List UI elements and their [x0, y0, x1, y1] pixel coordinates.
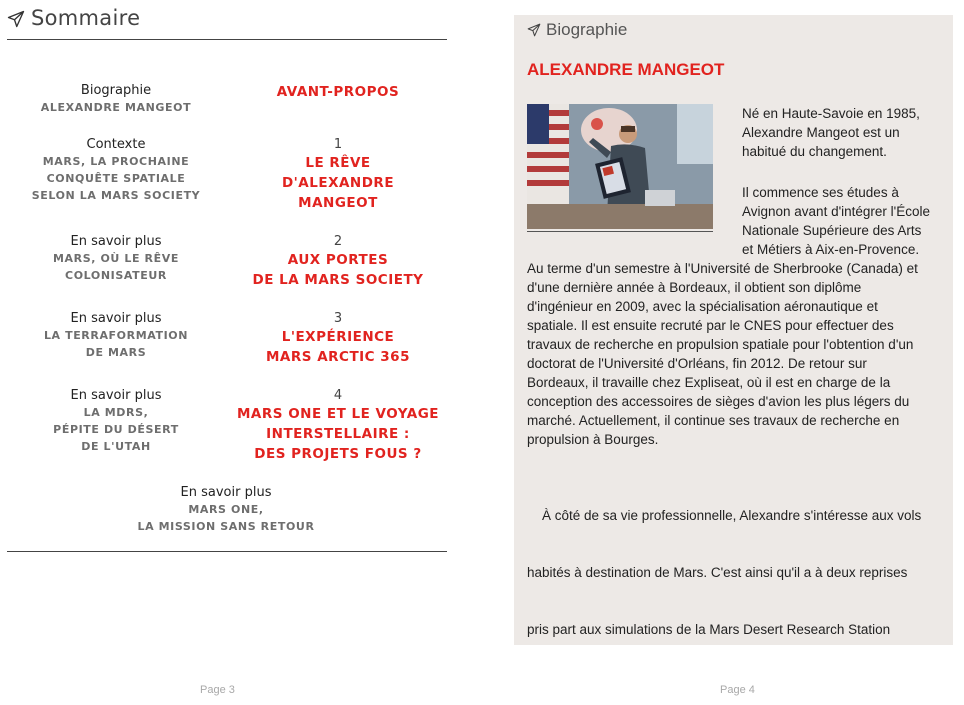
toc-chapter-title: INTERSTELLAIRE : [266, 426, 410, 442]
toc-subtitle: MARS, LA PROCHAINE [42, 155, 190, 168]
toc-subtitle: DE L'UTAH [81, 440, 151, 453]
toc-item-en-savoir-plus-2[interactable] [6, 311, 226, 361]
toc-chapter-title: L'EXPÉRIENCE [281, 329, 395, 345]
bio-line: spatiale. Il est ensuite recruté par le CNES pour effectuer des [527, 318, 894, 333]
toc-label: En savoir plus [70, 234, 162, 249]
bio-line: Au terme d'un semestre à l'Université de Sherbrooke (Canada) et [527, 261, 918, 276]
chapter-number: 3 [333, 311, 343, 326]
toc-subtitle: DE MARS [85, 346, 147, 359]
sommaire-page [0, 0, 460, 705]
paper-plane-icon [7, 10, 25, 28]
toc-item-en-savoir-plus-3[interactable] [6, 388, 226, 455]
page-number: Page 3 [200, 684, 235, 696]
toc-chapter-title: MARS ONE ET LE VOYAGE [237, 406, 439, 422]
bio-line: pris part aux simulations de la Mars Desert Research Station [527, 622, 891, 637]
toc-subtitle: PÉPITE DU DÉSERT [53, 423, 179, 436]
bio-line: et Métiers à Aix-en-Provence. [742, 242, 920, 257]
toc-label: Biographie [80, 83, 152, 98]
toc-label: Contexte [86, 137, 146, 152]
bio-line: d'une dernière année à Bordeaux, il obtient son diplôme [527, 280, 862, 295]
biographie-header [527, 20, 627, 40]
toc-subtitle: CONQUÊTE SPATIALE [46, 172, 186, 185]
toc-subtitle: LA MISSION SANS RETOUR [137, 520, 315, 533]
toc-subtitle: SELON LA MARS SOCIETY [31, 189, 201, 202]
toc-chapter-3[interactable] [228, 311, 448, 367]
biographie-title: Biographie [546, 20, 628, 39]
bio-line: Nationale Supérieure des Arts [742, 223, 922, 238]
toc-chapter-title: DE LA MARS SOCIETY [252, 272, 424, 288]
chapter-number: 1 [333, 137, 343, 152]
page-number: Page 4 [720, 684, 755, 696]
sommaire-header [7, 6, 140, 30]
bio-line: conception des accessoires de sièges d'avion les plus légers du [527, 394, 910, 409]
bio-line: Avignon avant d'intégrer l'École [742, 204, 931, 219]
toc-chapter-title: AUX PORTES [287, 252, 389, 268]
bio-paragraph-2 [527, 259, 947, 449]
biographie-page [514, 15, 953, 645]
bio-line: Né en Haute-Savoie en 1985, [742, 106, 920, 121]
top-divider [7, 39, 447, 40]
toc-chapter-avant-propos[interactable] [228, 82, 448, 102]
toc-chapter-4[interactable] [228, 388, 448, 464]
bio-line: À côté de sa vie professionnelle, Alexandre s'intéresse aux vols [527, 508, 922, 523]
toc-subtitle: MARS ONE, [188, 503, 264, 516]
toc-chapter-1[interactable] [228, 137, 448, 213]
bio-line: travaux de recherche en propulsion spatiale pour l'obtention d'un [527, 337, 914, 352]
bio-paragraph-3 [527, 468, 947, 645]
toc-subtitle: MARS, OÙ LE RÊVE [53, 252, 179, 265]
toc-subtitle: ALEXANDRE MANGEOT [40, 101, 192, 114]
bio-paragraph-1 [742, 104, 947, 161]
toc-chapter-title: MANGEOT [298, 195, 378, 211]
toc-item-en-savoir-plus-1[interactable] [6, 234, 226, 284]
bottom-divider [7, 551, 447, 552]
toc-item-en-savoir-plus-4[interactable] [116, 485, 336, 535]
chapter-number: 4 [333, 388, 343, 403]
toc-subtitle: LA MDRS, [83, 406, 149, 419]
bio-line: Alexandre Mangeot est un [742, 125, 900, 140]
toc-subtitle: COLONISATEUR [65, 269, 167, 282]
toc-label: En savoir plus [70, 388, 162, 403]
paper-plane-icon [527, 23, 541, 37]
toc-label: En savoir plus [180, 485, 272, 500]
chapter-number: 2 [333, 234, 343, 249]
toc-chapter-title: LE RÊVE [305, 155, 371, 171]
bio-line: habitué du changement. [742, 144, 887, 159]
bio-line: marché. Actuellement, il continue ses travaux de recherche en [527, 413, 900, 428]
toc-label: En savoir plus [70, 311, 162, 326]
toc-chapter-title: AVANT-PROPOS [276, 84, 400, 100]
toc-subtitle: LA TERRAFORMATION [43, 329, 189, 342]
toc-item-biographie[interactable] [6, 83, 226, 116]
toc-chapter-2[interactable] [228, 234, 448, 290]
sommaire-title: Sommaire [31, 6, 141, 30]
photo-of-presenter [527, 104, 713, 229]
toc-chapter-title: DES PROJETS FOUS ? [254, 446, 422, 462]
toc-chapter-title: D'ALEXANDRE [281, 175, 395, 191]
bio-line: d'ingénieur en 2009, avec la spécialisation aéronautique et [527, 299, 878, 314]
bio-line: propulsion à Bourges. [527, 432, 659, 447]
toc-item-contexte[interactable] [6, 137, 226, 204]
toc-chapter-title: MARS ARCTIC 365 [266, 349, 410, 365]
bio-line: doctorat de l'Université d'Orléans, fin 2012. De retour sur [527, 356, 867, 371]
bio-heading: ALEXANDRE MANGEOT [527, 60, 725, 79]
bio-line: Bordeaux, il travaille chez Expliseat, où il est en charge de la [527, 375, 891, 390]
bio-line: Il commence ses études à [742, 185, 899, 200]
bio-line: habités à destination de Mars. C'est ainsi qu'il a à deux reprises [527, 565, 908, 580]
photo-divider [527, 231, 713, 232]
bio-paragraph-2-wrap [742, 183, 952, 259]
